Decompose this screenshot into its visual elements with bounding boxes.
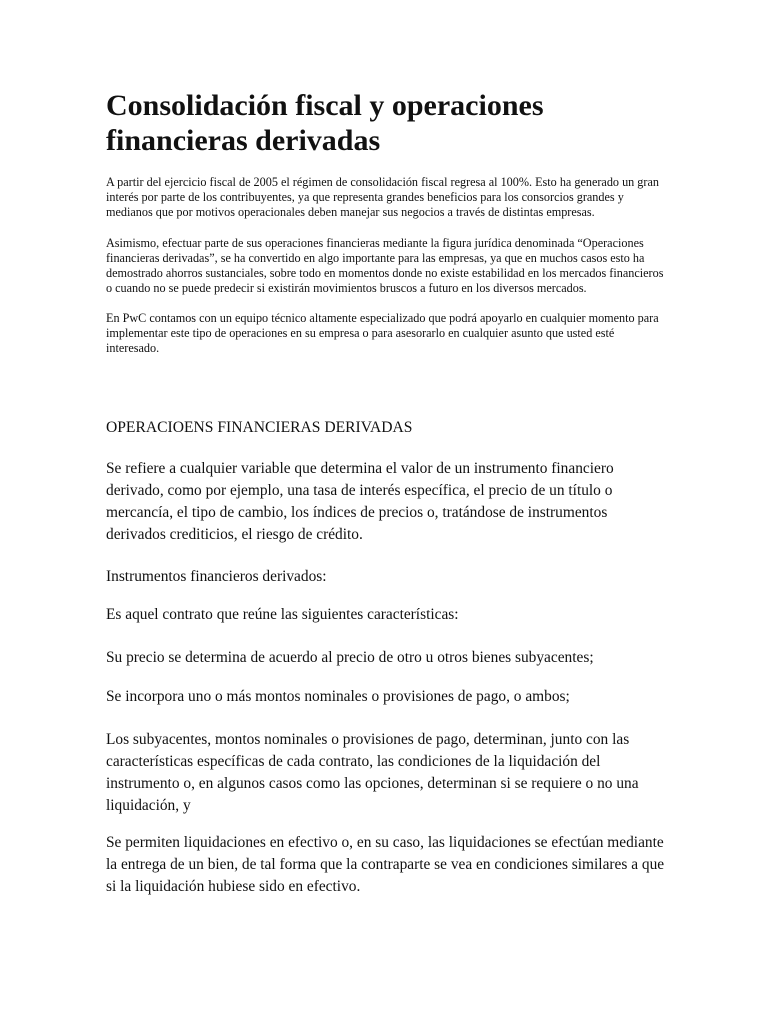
body-paragraph-5: Se incorpora uno o más montos nominales o provisiones de pago, o ambos; (106, 688, 570, 705)
body-paragraph-6: Los subyacentes, montos nominales o provisiones de pago, determinan, junto con las características específicas de cada contrato, las condiciones de la liquidación del instrumento o, en algunos casos como las opciones, determinan si se requiere o no una liquidación, y (106, 731, 639, 814)
intro-paragraph-3: En PwC contamos con un equipo técnico altamente especializado que podrá apoyarlo en cualquier momento para implementar este tipo de operaciones en su empresa o para asesorarlo en cualquier asunto que usted esté interesado. (106, 311, 659, 355)
intro-paragraph-1: A partir del ejercicio fiscal de 2005 el régimen de consolidación fiscal regresa al 100%. Esto ha generado un gran interés por parte de los contribuyentes, ya que representa grandes beneficios para los consorcios grandes y medianos que por motivos operacionales deben manejar sus negocios a través de distintas empresas. (106, 175, 659, 219)
section-heading: OPERACIOENS FINANCIERAS DERIVADAS (106, 419, 413, 436)
body-paragraph-2: Instrumentos financieros derivados: (106, 568, 327, 585)
body-paragraph-3: Es aquel contrato que reúne las siguientes características: (106, 606, 459, 623)
body-paragraph-7: Se permiten liquidaciones en efectivo o, en su caso, las liquidaciones se efectúan mediante la entrega de un bien, de tal forma que la contraparte se vea en condiciones similares a que si la liquidación hubiese sido en efectivo. (106, 834, 665, 895)
body-paragraph-1: Se refiere a cualquier variable que determina el valor de un instrumento financiero derivado, como por ejemplo, una tasa de interés específica, el precio de un título o mercancía, el tipo de cambio, los índices de precios o, tratándose de instrumentos derivados crediticios, el riesgo de crédito. (106, 460, 614, 543)
document-title: Consolidación fiscal y operaciones financieras derivadas (106, 89, 544, 157)
body-paragraph-4: Su precio se determina de acuerdo al precio de otro u otros bienes subyacentes; (106, 649, 594, 666)
intro-paragraph-2: Asimismo, efectuar parte de sus operaciones financieras mediante la figura jurídica denominada “Operaciones financieras derivadas”, se ha convertido en algo importante para las empresas, ya que en muchos casos esto ha demostrado ahorros sustanciales, sobre todo en momentos donde no existe estabilidad en los mercados financieros o cuando no se puede predecir si existirán movimientos bruscos a futuro en los diversos mercados. (106, 236, 664, 295)
